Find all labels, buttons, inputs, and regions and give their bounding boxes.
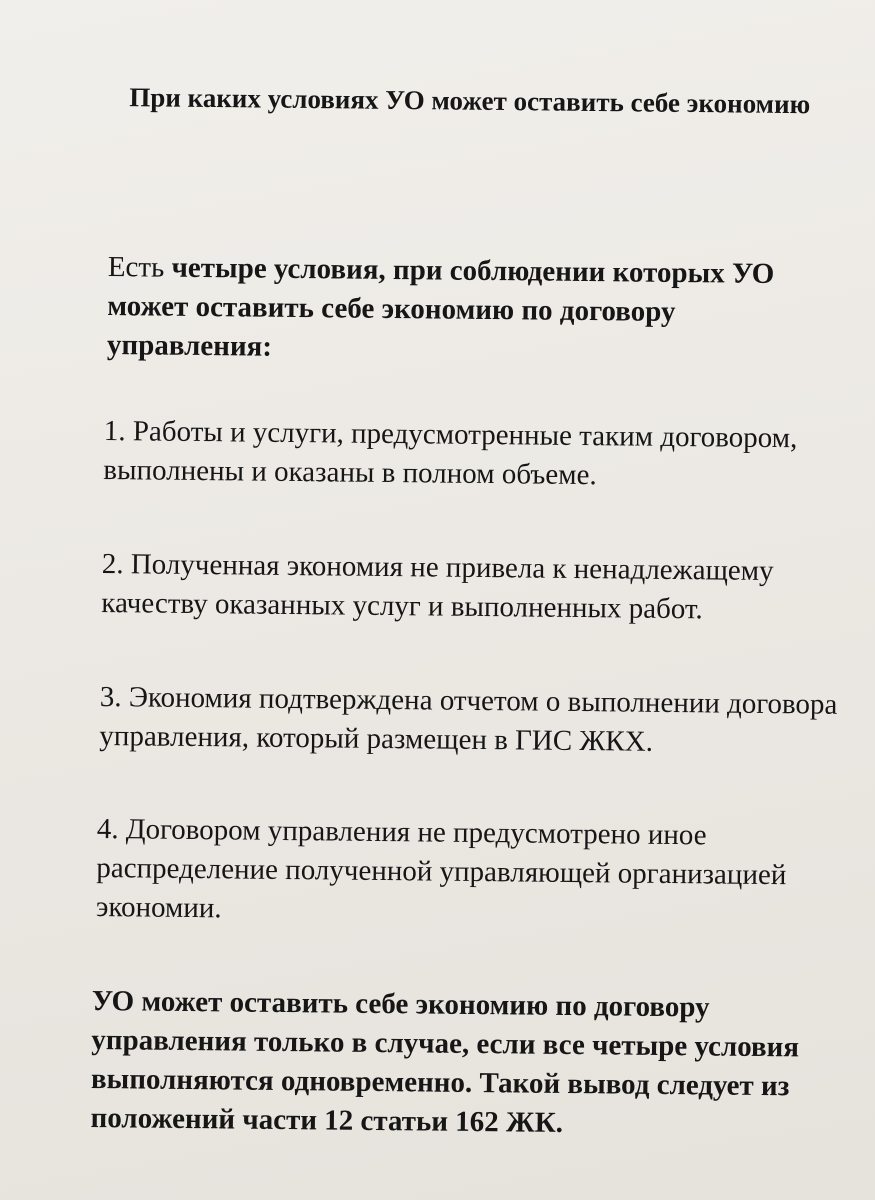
condition-item: 1. Работы и услуги, предусмотренные таким договором, выполнены и оказаны в полном объеме. [103, 414, 798, 492]
condition-item: 4. Договором управления не предусмотрено иное распределение полученной управляющей организацией экономии. [95, 812, 787, 925]
intro-paragraph [107, 248, 848, 373]
document-title: При каких условиях УО может оставить себе экономию [129, 82, 811, 120]
condition-item: 3. Экономия подтверждена отчетом о выполнении договора управления, который размещен в ГИС ЖКХ. [99, 680, 838, 758]
condition-item: 2. Полученная экономия не привела к ненадлежащему качеству оказанных услуг и выполненных работ. [101, 547, 774, 626]
intro-bold-text: четыре условия, при соблюдении которых УО может оставить себе экономию по договору управления: [106, 251, 775, 363]
conclusion-paragraph: УО может оставить себе экономию по договору управления только в случае, если все четыре условия выполняются одновременно. Такой вывод следует из положений части 12 статьи 162 ЖК. [90, 984, 800, 1139]
intro-plain-text: Есть [107, 250, 172, 284]
